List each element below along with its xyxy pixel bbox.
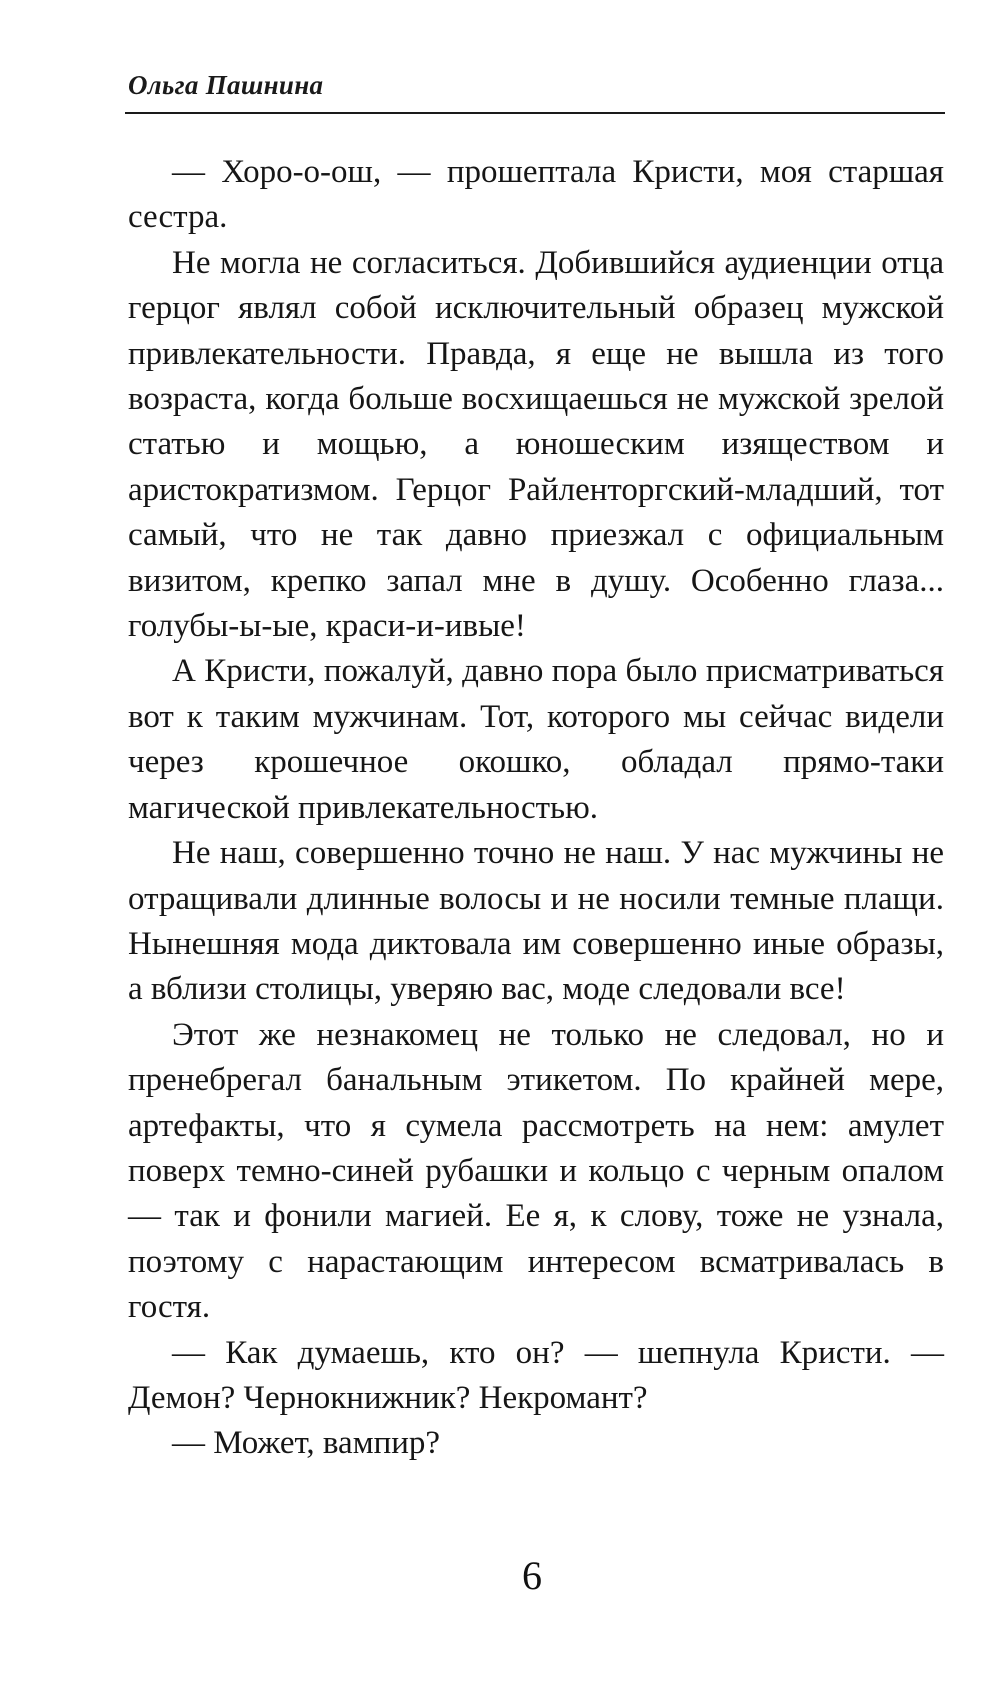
- paragraph: Не наш, совершенно точно не наш. У нас мужчины не отращивали длинные волосы и не носили темные плащи. Нынешняя мода диктовала им совершенно иные образы, а вблизи столицы, уверяю вас, моде следовали все!: [128, 835, 944, 1008]
- paragraph: Этот же незнакомец не только не следовал, но и пренебрегал банальным этикетом. По крайней мере, артефакты, что я сумела рассмотреть на нем: амулет поверх темно-синей рубашки и кольцо с черным опалом — так и фонили магией. Ее я, к слову, тоже не узнала, поэтому с нарастающим интересом всматривалась в гостя.: [128, 1016, 944, 1326]
- paragraph: Не могла не согласиться. Добившийся аудиенции отца герцог являл собой исключительный образец мужской привлекательности. Правда, я еще не вышла из того возраста, когда больше восхищаешься не мужской зрелой статью и мощью, а юношеским изяществом и аристократизмом. Герцог Райленторгский-младший, тот самый, что не так давно приезжал с официальным визитом, крепко запал мне в душу. Особенно глаза... голубы-ы-ые, краси-и-ивые!: [128, 244, 944, 645]
- running-header-author: Ольга Пашнина: [128, 70, 324, 100]
- paragraph: — Хоро-о-ош, — прошептала Кристи, моя старшая сестра.: [128, 154, 944, 236]
- paragraph: А Кристи, пожалуй, давно пора было присматриваться вот к таким мужчинам. Тот, которого мы сейчас видели через крошечное окошко, обладал прямо-таки магической привлекательностью.: [128, 653, 944, 826]
- paragraph: — Может, вампир?: [172, 1425, 441, 1462]
- body-text: [128, 150, 944, 1467]
- paragraph: — Как думаешь, кто он? — шепнула Кристи. — Демон? Чернокнижник? Некромант?: [128, 1334, 944, 1416]
- header-rule: [125, 112, 945, 114]
- page-number: 6: [522, 1553, 542, 1598]
